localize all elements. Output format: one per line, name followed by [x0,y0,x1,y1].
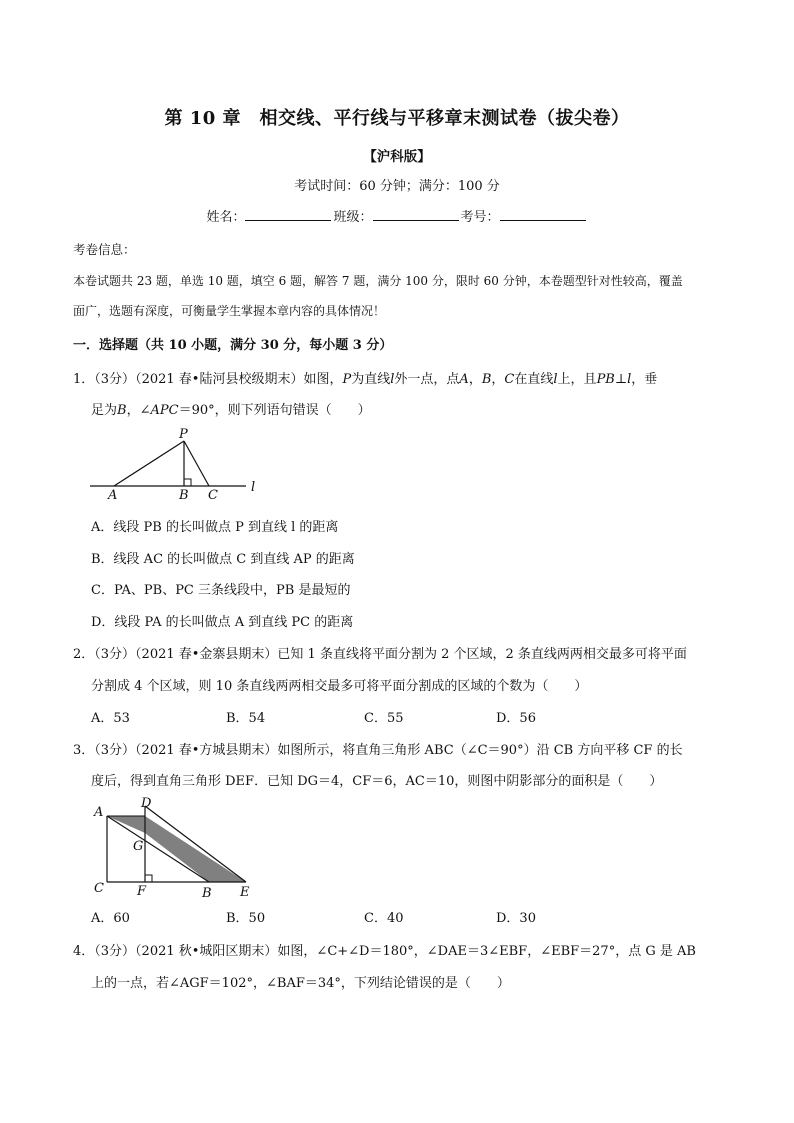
q4-line-1: 4．（3分）（2021 秋•城阳区期末）如图，∠C+∠D＝180°，∠DAE＝3∠EBF，∠EBF＝27°，点 G 是 AB [73,944,696,959]
q3-figure [88,794,268,902]
q1-var: P [342,372,352,387]
label-c: C [208,488,218,503]
right-angle-mark [184,479,191,486]
q1-var: l [627,372,632,387]
info-line-2: 面广，选题有深度，可衡量学生掌握本章内容的具体情况！ [73,304,386,318]
q1-text: 在直线 [514,372,554,387]
exam-time: 考试时间：60 分钟；满分：100 分 [294,179,500,194]
label-c: C [94,881,104,896]
q1-text: ＝90°，则下列语句错误（ ） [178,403,371,418]
q1-option-b[interactable]: B．线段 AC 的长叫做点 C 到直线 AP 的距离 [91,552,355,567]
q1-number: 1． [73,372,95,387]
q1-text: 如图， [303,372,343,387]
q2-line-1: 2．（3分）（2021 春•金寨县期末）已知 1 条直线将平面分割为 2 个区域，2 条直线两两相交最多可将平面 [73,647,687,662]
label-e: E [240,885,250,900]
edition-label: 【沪科版】 [363,149,431,165]
student-fields [0,206,794,225]
number-blank[interactable] [500,206,586,221]
q4-line-2: 上的一点，若∠AGF＝102°，∠BAF＝34°，下列结论错误的是（ ） [91,976,510,991]
q2-line-2: 分割成 4 个区域，则 10 条直线两两相交最多可将平面分割成的区域的个数为（ ） [91,679,588,694]
number-label: 考号： [460,210,500,225]
q1-option-d[interactable]: D．线段 PA 的长叫做点 A 到直线 PC 的距离 [91,615,354,630]
q1-var: B [481,372,492,387]
shaded-top [107,816,145,833]
q1-var: l [553,372,558,387]
q1-text: 外一点，点 [394,372,460,387]
q3-option-d[interactable]: D．30 [496,911,536,926]
q3-line-1: 3．（3分）（2021 春•方城县期末）如图所示，将直角三角形 ABC（∠C＝90°）沿 CB 方向平移 CF 的长 [73,743,683,758]
q1-text: 为直线 [351,372,391,387]
label-f: F [137,884,147,899]
label-a: A [108,488,118,503]
name-blank[interactable] [245,206,331,221]
class-label: 班级： [333,210,373,225]
q3-line-2: 度后，得到直角三角形 DEF．已知 DG＝4，CF＝6，AC＝10，则图中阴影部分的面积是（ ） [91,774,663,789]
info-line-1: 本卷试题共 23 题，单选 10 题，填空 6 题，解答 7 题，满分 100 分，限时 60 分钟，本卷题型针对性较高，覆盖 [73,274,683,288]
info-label: 考卷信息： [73,242,136,257]
name-label: 姓名： [206,210,246,225]
q1-score: （3分） [94,372,136,387]
q2-option-c[interactable]: C．55 [364,711,404,726]
q1-option-a[interactable]: A．线段 PB 的长叫做点 P 到直线 l 的距离 [91,520,339,535]
q3-option-b[interactable]: B．50 [226,911,266,926]
page-title: 第 10 章 相交线、平行线与平移章末测试卷（拔尖卷） [164,108,630,129]
q1-var: B [117,403,127,418]
q1-text: ， [491,372,505,387]
q2-option-b[interactable]: B．54 [226,711,266,726]
class-blank[interactable] [373,206,459,221]
q1-figure [84,424,274,504]
label-b: B [179,488,189,503]
label-a: A [94,805,104,820]
q1-var: PB [596,372,615,387]
q2-option-a[interactable]: A．53 [91,711,130,726]
label-g: G [133,839,144,854]
q1-text: ， [468,372,482,387]
q1-var: APC [150,403,179,418]
q3-option-c[interactable]: C．40 [364,911,404,926]
q1-text: ，∠ [126,403,151,418]
section-title: 一．选择题（共 10 小题，满分 30 分，每小题 3 分） [73,338,393,353]
right-angle-mark [145,875,152,882]
q2-option-d[interactable]: D．56 [496,711,536,726]
q3-option-a[interactable]: A．60 [91,911,130,926]
q1-line-1 [73,368,657,387]
label-d: D [141,796,152,811]
q1-var: C [504,372,515,387]
q1-text: ，垂 [631,372,658,387]
q1-text: 足为 [91,403,118,418]
label-b: B [202,886,212,901]
segment-pa [114,441,184,486]
q1-line-2 [91,399,371,418]
label-p: P [179,427,188,442]
q1-var: l [390,372,395,387]
q1-var: A [459,372,469,387]
q1-text: ⊥ [614,372,628,387]
q1-source: （2021 春•陆河县校级期末） [135,372,304,387]
q1-text: 上，且 [557,372,597,387]
q1-option-c[interactable]: C．PA、PB、PC 三条线段中，PB 是最短的 [91,583,351,598]
label-l: l [251,480,256,495]
shaded-region [145,816,246,882]
